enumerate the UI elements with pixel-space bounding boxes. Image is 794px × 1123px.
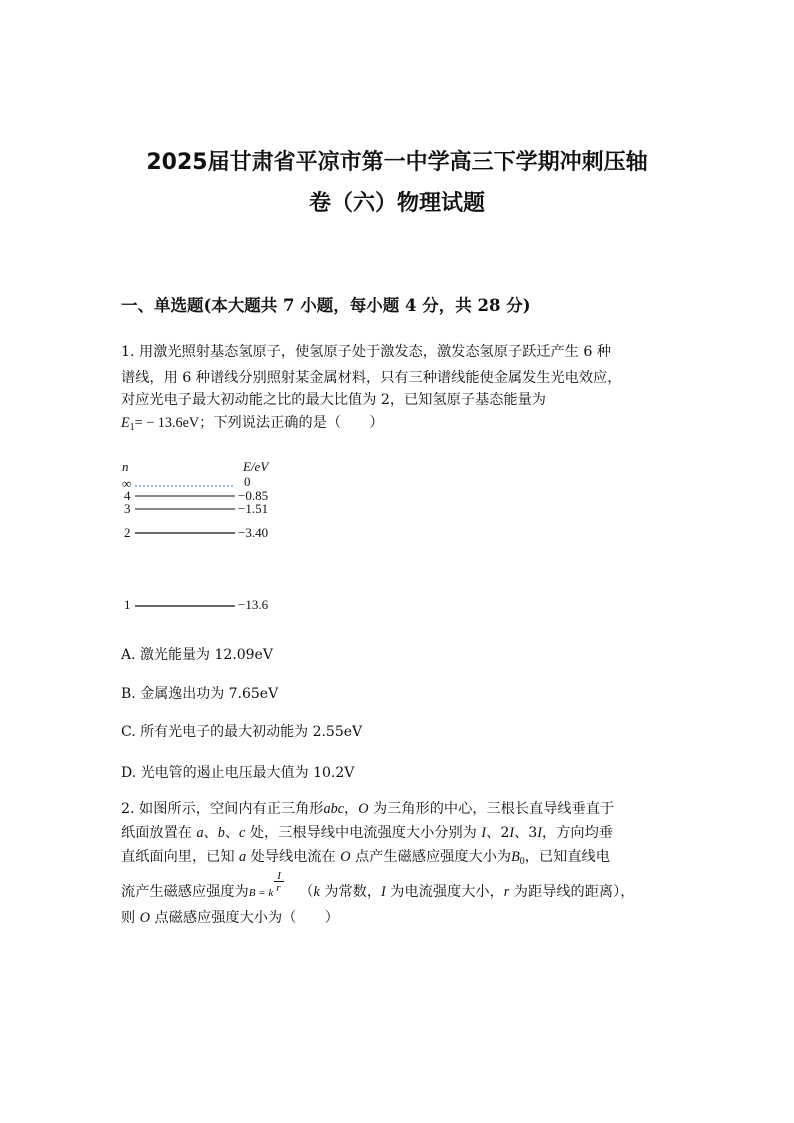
q2-l2k: 、3	[514, 825, 538, 841]
q2-l5c: 点磁感应强度大小为（ ）	[149, 910, 339, 926]
level-4-n: 4	[124, 488, 131, 503]
b0-symbol: B	[511, 849, 520, 865]
q2-text-line5	[121, 907, 339, 927]
q1-text-line2: 谱线，用 6 种谱线分别照射某金属材料，只有三种谱线能使金属发生光电效应，	[121, 370, 622, 386]
q1-option-d: D. 光电管的遏止电压最大值为 10.2V	[121, 765, 355, 781]
q2-text-line2	[121, 822, 613, 842]
constant-k: k	[313, 884, 320, 900]
b0-subscript: 0	[519, 856, 525, 867]
q2-l4a: 流产生磁感应强度为	[121, 884, 249, 900]
formula-fraction	[273, 870, 299, 898]
energy-level-diagram	[118, 456, 298, 616]
q2-text-line3	[121, 846, 610, 867]
point-o-final: O	[139, 910, 150, 926]
q2-l5a: 则	[121, 910, 140, 926]
current-i: I	[381, 884, 386, 900]
q2-l2i: 、2	[486, 825, 510, 841]
level-3-n: 3	[124, 501, 131, 516]
point-a: a	[196, 825, 204, 841]
q2-text-line1	[121, 798, 614, 818]
q2-l2g: 处，三根导线中电流强度大小分别为	[245, 825, 482, 841]
q2-l3e: 点产生磁感应强度大小为	[350, 849, 512, 865]
level-1-n: 1	[124, 597, 131, 612]
energy-value: = − 13.6eV	[134, 415, 200, 431]
level-3-e: −1.51	[238, 501, 269, 516]
distance-r: r	[503, 884, 510, 900]
q2-l1c: ，	[344, 801, 359, 817]
q2-l2c: 、	[203, 825, 218, 841]
diagram-energy-label: E/eV	[243, 459, 269, 474]
point-a-ref: a	[239, 849, 247, 865]
level-inf-n: ∞	[122, 476, 132, 491]
triangle-abc: abc	[323, 801, 344, 817]
q2-l4i: 为距导线的距离），	[509, 884, 635, 900]
q1-line4-tail: ；下列说法正确的是（ ）	[199, 415, 384, 431]
level-1-e: −13.6	[238, 597, 269, 612]
level-2-e: −3.40	[238, 525, 269, 540]
q2-l2a: 纸面放置在	[121, 825, 197, 841]
energy-symbol: E	[121, 415, 130, 431]
point-o-ref: O	[340, 849, 351, 865]
level-2-n: 2	[124, 525, 131, 540]
fraction-denominator: r	[276, 882, 281, 894]
point-c: c	[239, 825, 246, 841]
q2-l3c: 处导线电流在	[246, 849, 341, 865]
q2-l2e: 、	[224, 825, 240, 841]
document-title-line2: 卷（六）物理试题	[308, 191, 485, 216]
q2-l1e: 为三角形的中心，三根长直导线垂直于	[368, 801, 615, 817]
point-o: O	[358, 801, 369, 817]
diagram-n-label: n	[122, 459, 129, 474]
q1-text-line1: 1. 用激光照射基态氢原子，使氢原子处于激发态，激发态氢原子跃迁产生 6 种	[121, 344, 612, 360]
level-inf-e: 0	[244, 474, 251, 489]
fraction-numerator: I	[277, 870, 281, 882]
formula-b-eq-k: B = k	[248, 887, 274, 899]
q2-l4c: （	[299, 884, 314, 900]
q2-l4e: 为常数，	[319, 884, 382, 900]
q1-option-b: B. 金属逸出功为 7.65eV	[121, 686, 279, 702]
q2-l4g: 为电流强度大小，	[385, 884, 504, 900]
q2-l1a: 2. 如图所示，空间内有正三角形	[121, 801, 324, 817]
current-i3: I	[537, 825, 543, 841]
q1-text-line4	[121, 412, 384, 433]
q1-option-a: A. 激光能量为 12.09eV	[121, 647, 273, 663]
level-4-e: −0.85	[238, 488, 269, 503]
current-i2: I	[509, 825, 515, 841]
q2-l2m: ，方向均垂	[542, 825, 613, 841]
document-title-line1: 2025届甘肃省平凉市第一中学高三下学期冲刺压轴	[146, 150, 648, 175]
point-b: b	[217, 825, 225, 841]
energy-subscript: 1	[129, 422, 135, 433]
current-i1: I	[481, 825, 487, 841]
q1-text-line3: 对应光电子最大初动能之比的最大比值为 2，已知氢原子基态能量为	[121, 392, 546, 408]
q2-l3a: 直纸面向里，已知	[121, 849, 240, 865]
section-heading: 一、单选题(本大题共 7 小题，每小题 4 分，共 28 分)	[121, 296, 531, 315]
q2-text-line4	[121, 870, 635, 901]
q2-l3h: ，已知直线电	[524, 849, 610, 865]
q1-option-c: C. 所有光电子的最大初动能为 2.55eV	[121, 724, 363, 740]
